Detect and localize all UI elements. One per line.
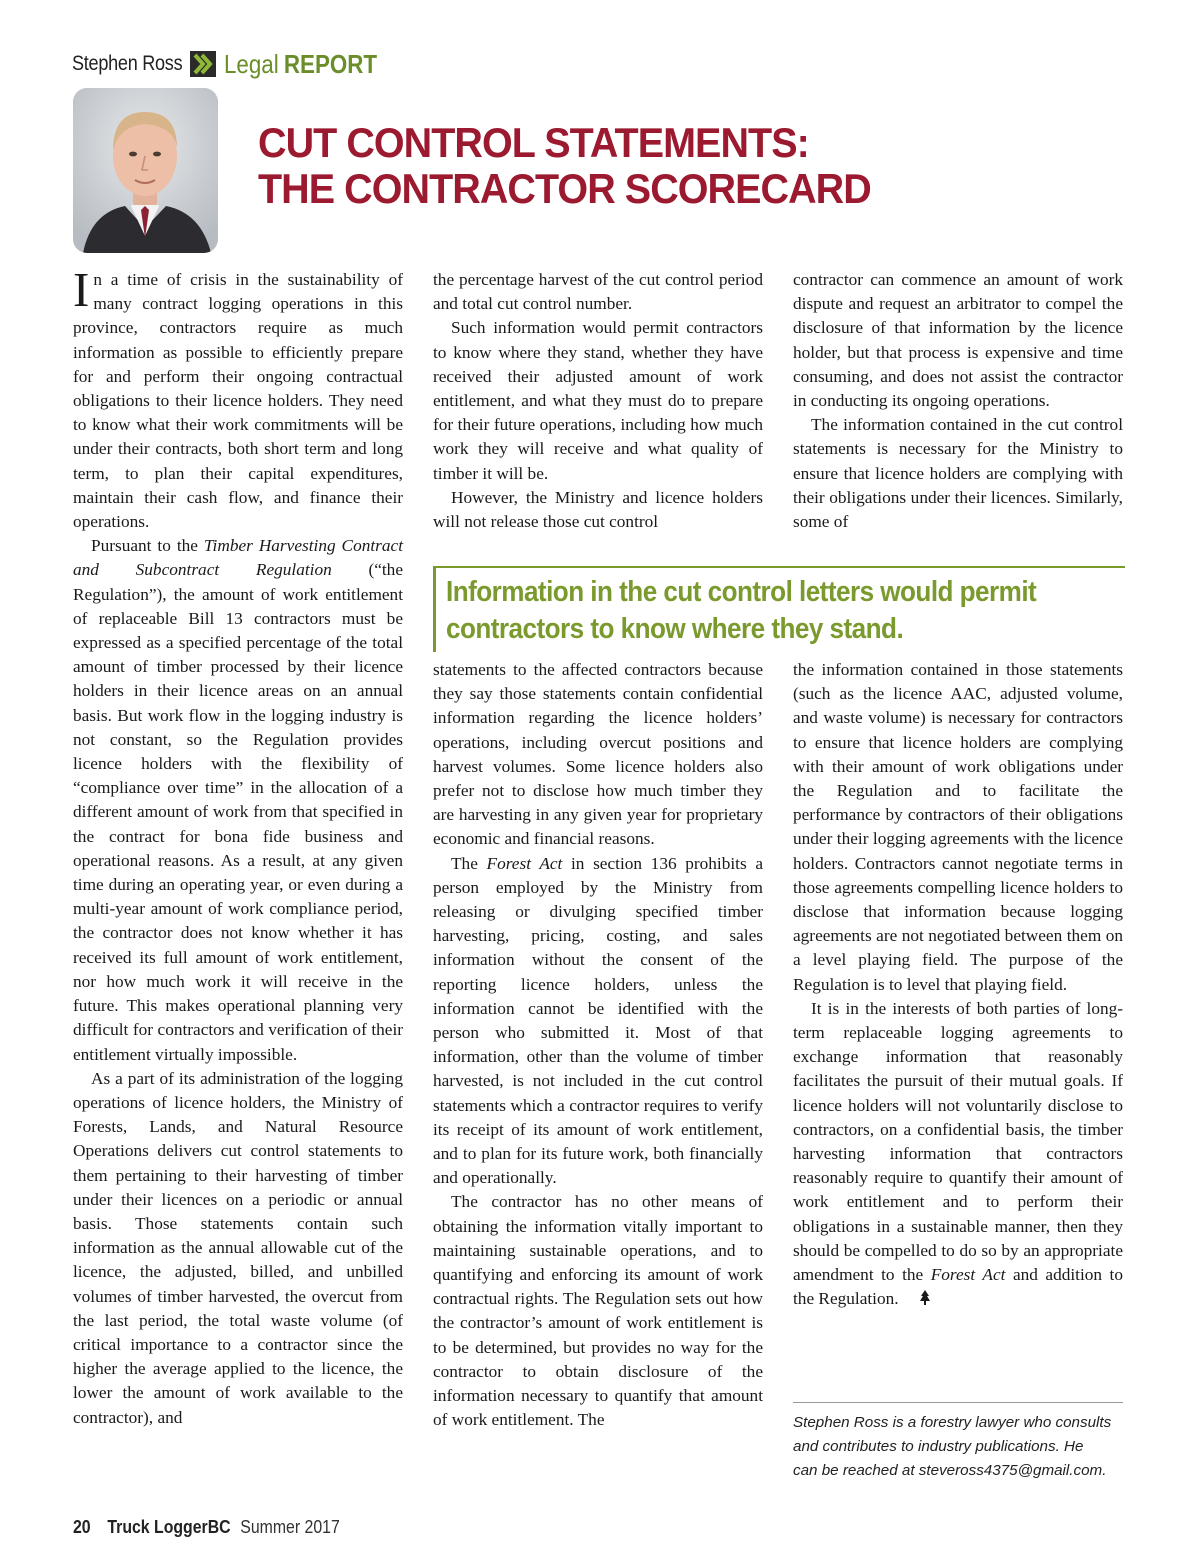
paragraph: the percentage harvest of the cut control period and total cut control number. bbox=[433, 270, 763, 314]
article-column-3-top bbox=[793, 268, 1123, 534]
paragraph bbox=[73, 262, 403, 534]
regulation-title: Timber Harvesting Contract and Subcontract Regulation bbox=[73, 536, 404, 580]
bio-line-2: and contributes to industry publications. He bbox=[793, 1438, 1084, 1455]
paragraph: The contractor has no other means of obtaining the information vitally important to maintaining sustainable operations, and to quantifying and enforcing its amount of work contractual rights. The Regulation sets out how the contractor’s amount of work entitlement is to be determined, but provides no way for the contractor to obtain disclosure of the information necessary to quantify that amount of work entitlement. The bbox=[433, 1192, 763, 1430]
article-column-2-bottom bbox=[433, 658, 763, 1433]
pull-quote bbox=[433, 566, 1125, 652]
article-column-1 bbox=[73, 262, 404, 1430]
bio-line-1: Stephen Ross is a forestry lawyer who consults bbox=[793, 1414, 1112, 1431]
author-headshot bbox=[73, 88, 218, 253]
paragraph: Such information would permit contractors to know where they stand, whether they have received their adjusted amount of work entitlement, and what they must do to prepare for their future operations, including how much work they will receive and what quality of timber it will be. bbox=[433, 318, 763, 483]
paragraph bbox=[793, 997, 1123, 1312]
paragraph-text: Pursuant to the bbox=[91, 536, 204, 556]
tree-icon bbox=[901, 1288, 913, 1303]
magazine-name: Truck LoggerBC bbox=[107, 1517, 231, 1537]
paragraph bbox=[73, 534, 403, 1066]
section-prefix: Legal bbox=[224, 48, 279, 79]
paragraph-text: n a time of crisis in the sustainability of many contract logging operations in this province, contractors require as much information as possible to efficiently prepare for and perform their ongoing contractual obligations to their licence holders. They need to know what their work commitments will be under their contracts, both short term and long term, to plan their capital expenditures, maintain their cash flow, and finance their operations. bbox=[73, 270, 403, 532]
section-suffix: REPORT bbox=[283, 48, 378, 79]
paragraph: the information contained in those statements (such as the licence AAC, adjusted volume, and waste volume) is necessary for contractors to ensure that licence holders are complying with their amount of work obligations under the Regulation and to facilitate the performance by contractors of their obligations under their logging agreements with the licence holders. Contractors cannot negotiate terms in those agreements compelling licence holders to disclose that information because logging agreements are not negotiated between them on a level playing field. The purpose of the Regulation is to level that playing field. bbox=[793, 660, 1123, 994]
article-title bbox=[258, 120, 871, 212]
title-line-1: CUT CONTROL STATEMENTS: bbox=[258, 119, 809, 166]
paragraph: However, the Ministry and licence holders will not release those cut control bbox=[433, 487, 763, 532]
section-label bbox=[224, 49, 377, 80]
paragraph-text: and addition to the Regulation. bbox=[793, 1265, 1124, 1309]
pull-quote-line-1: Information in the cut control letters would permit bbox=[446, 576, 1037, 608]
author-bio bbox=[793, 1411, 1133, 1483]
paragraph: statements to the affected contractors because they say those statements contain confidential information regarding the licence holders’ operations, including overcut positions and harvest volumes. Some licence holders also prefer not to disclose how much timber they are harvesting in any given year for proprietary economic and financial reasons. bbox=[433, 660, 763, 849]
header-author: Stephen Ross bbox=[72, 52, 183, 75]
bio-line-3: can be reached at steveross4375@gmail.com. bbox=[793, 1462, 1107, 1479]
paragraph-text: (“the Regulation”), the amount of work entitlement of replaceable Bill 13 contractors must be expressed as a specified percentage of the total amount of timber processed by their licence holders in their licence areas on an annual basis. But work flow in the logging industry is not constant, so the Regulation provides licence holders with the flexibility of “compliance over time” in the allocation of a different amount of work from that specified in the contract for bona fide business and operational reasons. As a result, at any given time during an operating year, or even during a multi-year amount of work compliance period, the contractor does not know whether it has received its full amount of work entitlement, nor how much work it will receive in the future. This makes operational planning very difficult for contractors and verification of their entitlement virtually impossible. bbox=[73, 560, 403, 1064]
title-line-2: THE CONTRACTOR SCORECARD bbox=[258, 165, 871, 212]
article-column-2-top bbox=[433, 268, 763, 534]
page-number: 20 bbox=[73, 1517, 91, 1537]
paragraph: As a part of its administration of the logging operations of licence holders, the Ministry of Forests, Lands, and Natural Resource Operations delivers cut control statements to them pertaining to their harvesting of timber under their licences on a periodic or annual basis. Those statements contain such information as the annual allowable cut of the licence, the adjusted, billed, and unbilled volumes of timber harvested, the overcut from the last period, the total waste volume (of critical importance to a contractor since the higher the average applied to the licence, the lower the amount of work available to the contractor), and bbox=[73, 1068, 403, 1427]
bio-divider bbox=[793, 1402, 1123, 1403]
act-title: Forest Act bbox=[486, 853, 563, 873]
pull-quote-line-2: contractors to know where they stand. bbox=[446, 613, 904, 645]
page-header bbox=[72, 46, 402, 82]
act-title: Forest Act bbox=[930, 1265, 1006, 1285]
paragraph: The information contained in the cut control statements is necessary for the Ministry to ensure that licence holders are complying with their obligations under their licences. Similarly, some of bbox=[793, 415, 1123, 532]
double-chevron-right-icon bbox=[190, 51, 216, 77]
paragraph-text: It is in the interests of both parties of long-term replaceable logging agreements to exchange information that reasonably facilitates the pursuit of their mutual goals. If licence holders will not voluntarily disclose to contractors, on a confidential basis, the timber harvesting information that contractors reasonably require to quantify their amount of work entitlement and to perform their obligations in a sustainable manner, then they should be compelled to do so by an appropriate amendment to the bbox=[793, 998, 1123, 1285]
issue-label: Summer 2017 bbox=[240, 1517, 340, 1537]
drop-cap: I bbox=[73, 262, 90, 317]
paragraph-text: in section 136 prohibits a person employed by the Ministry from releasing or divulging specified timber harvesting, pricing, costing, and sales information without the consent of the reporting licence holders, unless the information cannot be identified with the person who submitted it. Most of that information, other than the volume of timber harvested, is not included in the cut control statements which a contractor requires to verify its receipt of its amount of work entitlement, and to plan for its future work, both financially and operationally. bbox=[433, 853, 763, 1188]
paragraph bbox=[433, 852, 763, 1191]
article-column-3-bottom bbox=[793, 658, 1123, 1311]
paragraph-text: The bbox=[451, 853, 487, 873]
page-footer bbox=[73, 1517, 340, 1541]
paragraph: contractor can commence an amount of work dispute and request an arbitrator to compel the disclosure of that information by the licence holder, but that process is expensive and time consuming, and does not assist the contractor in conducting its ongoing operations. bbox=[793, 270, 1123, 411]
